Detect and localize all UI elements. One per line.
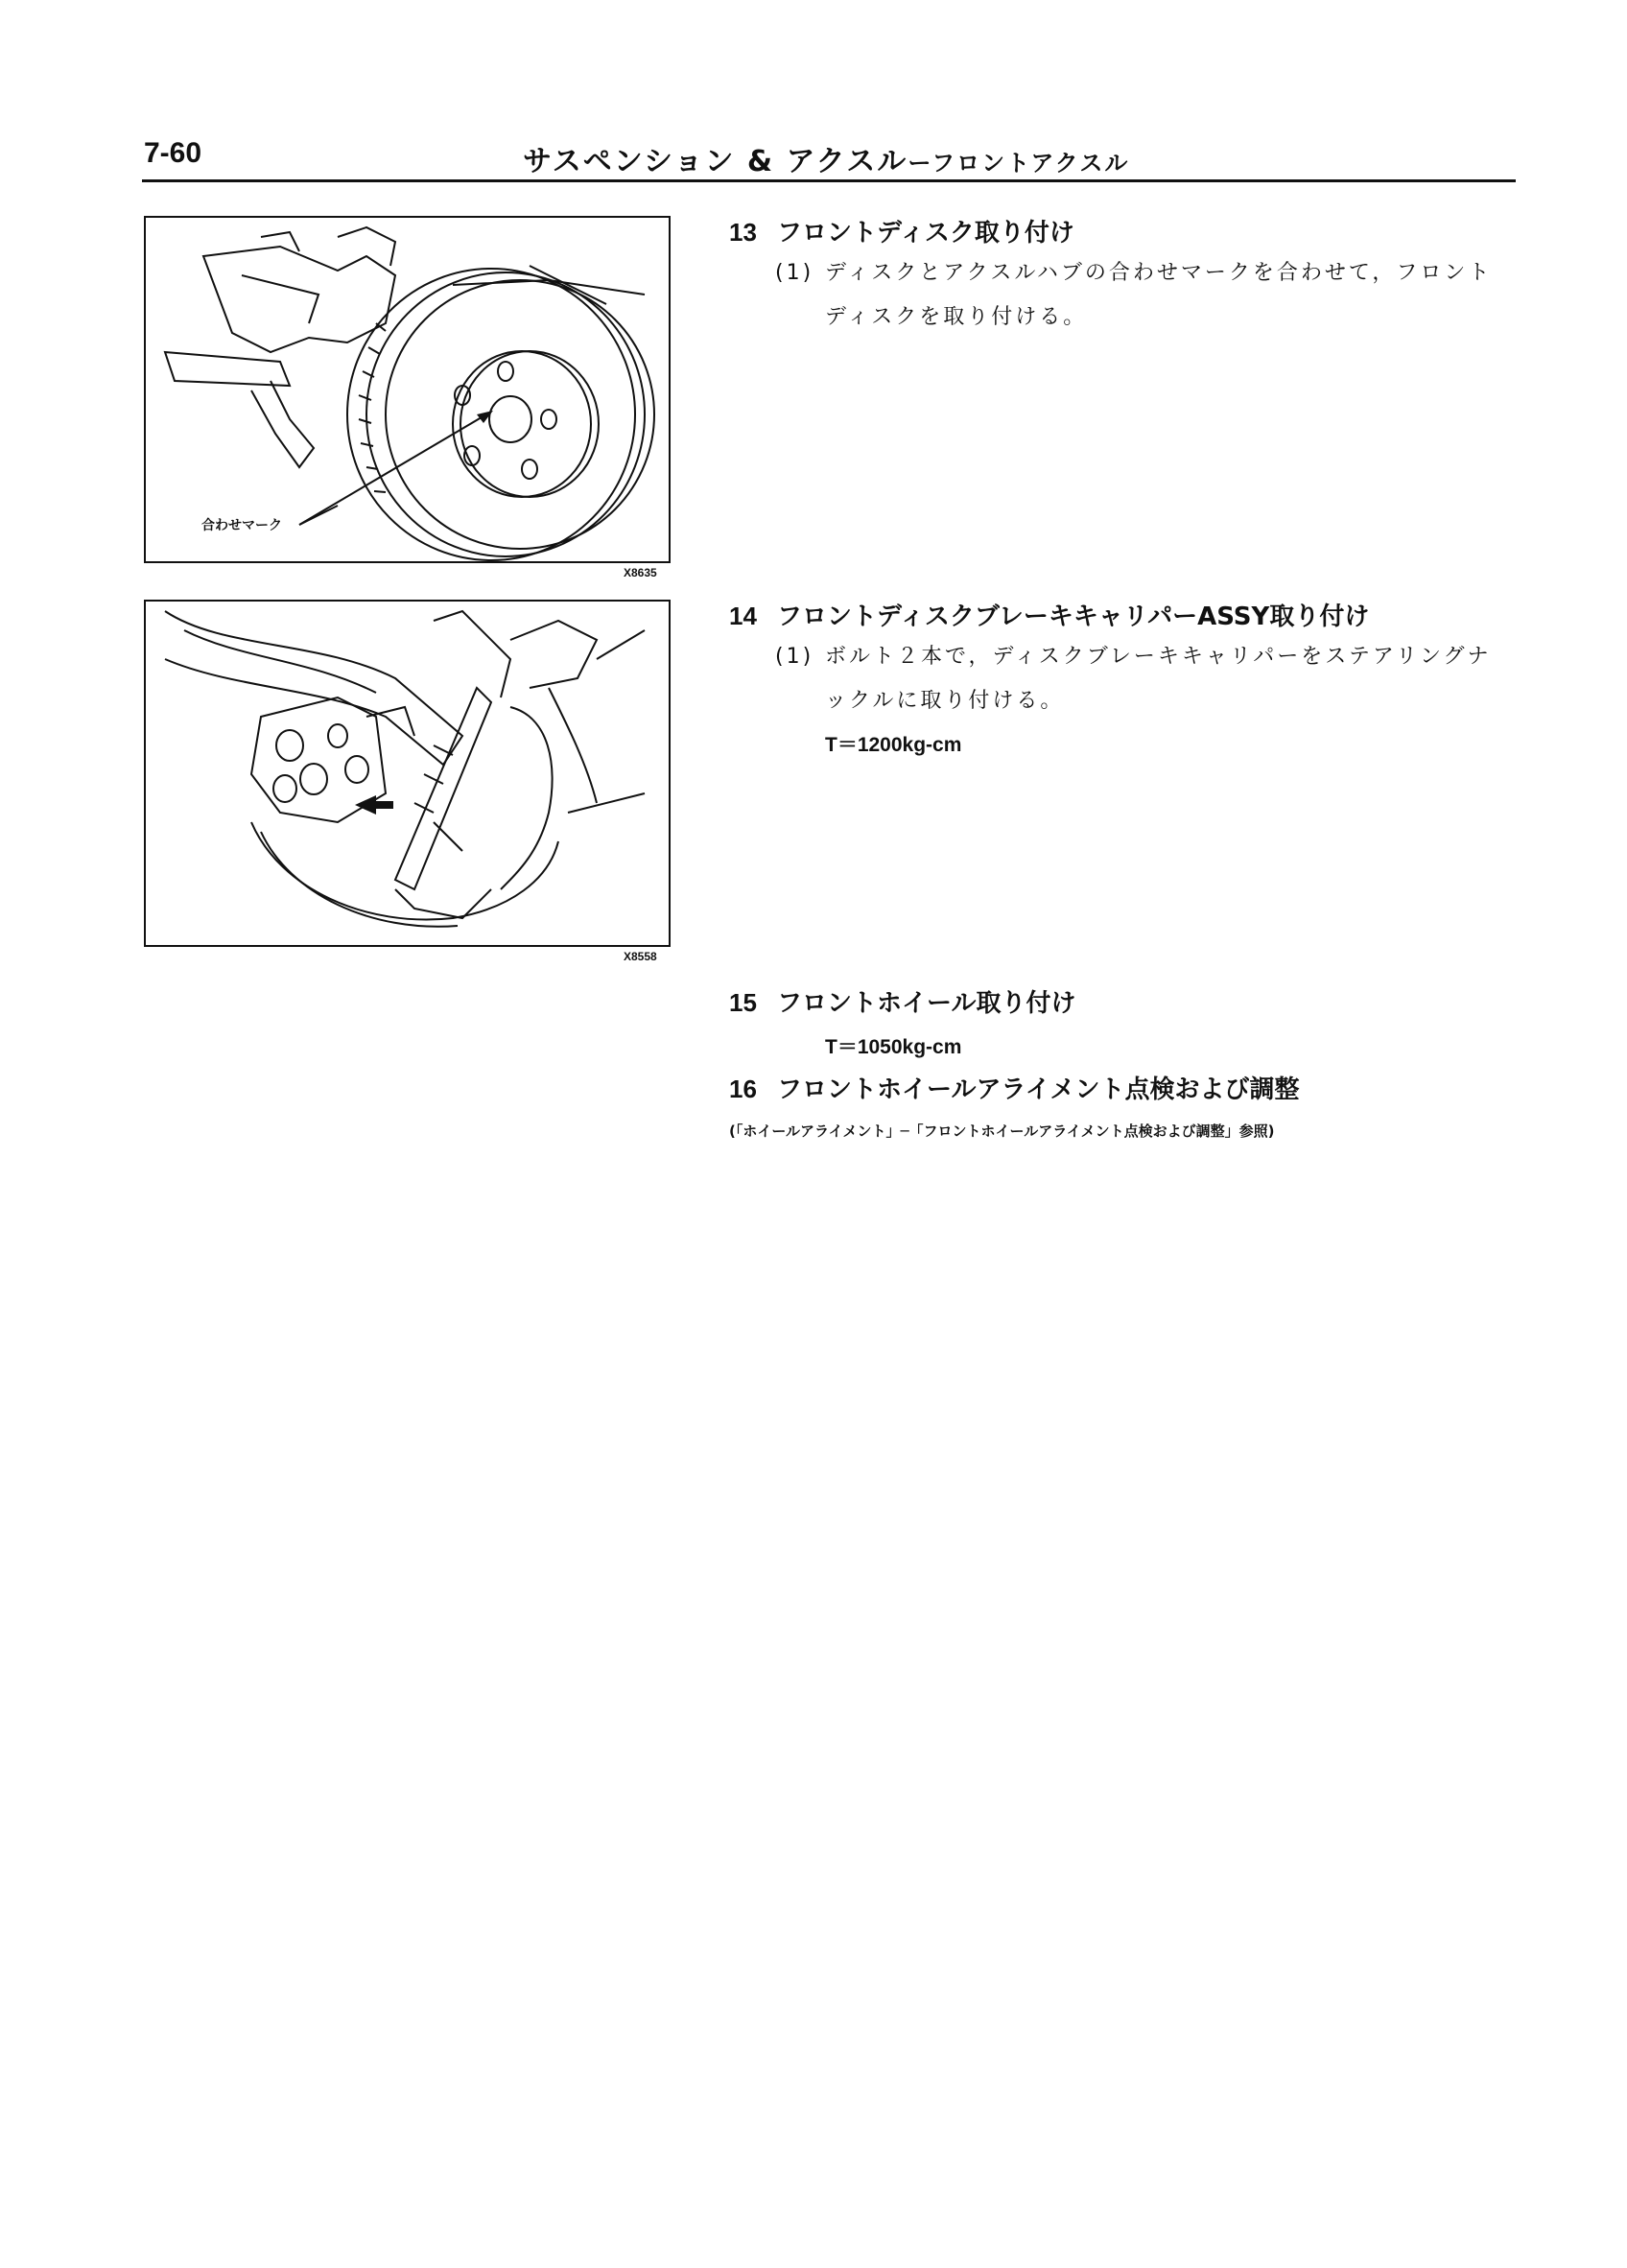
step-14-heading: 14 フロントディスクブレーキキャリパーASSY取り付け [729, 602, 1370, 631]
disc-rotor-illustration [146, 218, 669, 561]
step-title: フロントホイールアライメント点検および調整 [777, 1075, 1300, 1104]
substep-text: ディスクを取り付ける。 [825, 305, 1088, 329]
mating-mark-label: 合わせマーク [201, 518, 282, 533]
torque-spec: T＝1200kg-cm [825, 734, 962, 756]
torque-spec: T＝1050kg-cm [825, 1036, 962, 1058]
step-13-heading: 13 フロントディスク取り付け [729, 218, 1074, 248]
step-title: フロントディスクブレーキキャリパーASSY取り付け [777, 602, 1370, 631]
step-15-heading: 15 フロントホイール取り付け [729, 988, 1076, 1018]
substep-text: ックルに取り付ける。 [825, 689, 1065, 713]
brake-caliper-illustration [146, 602, 669, 945]
substep-text: ボルト２本で，ディスクブレーキキャリパーをステアリングナ [825, 645, 1492, 669]
figure-code: X8635 [624, 566, 657, 579]
step-14-substep [775, 635, 1492, 723]
figure-caliper-install [144, 600, 671, 947]
substep-number: (1) [775, 261, 814, 285]
step-title: フロントディスク取り付け [777, 219, 1074, 248]
substep-number: (1) [775, 645, 814, 669]
step-title: フロントホイール取り付け [777, 989, 1076, 1018]
reference-note: (「ホイールアライメント」─「フロントホイールアライメント点検および調整」参照) [729, 1122, 1275, 1140]
bolt-arrow-icon [355, 795, 376, 815]
substep-text: ディスクとアクスルハブの合わせマークを合わせて，フロント [825, 261, 1493, 285]
step-16-heading: 16 フロントホイールアライメント点検および調整 [729, 1075, 1300, 1104]
figure-code: X8558 [624, 950, 657, 963]
section-subtitle: ーフロントアクスル [908, 150, 1130, 177]
page-number: 7-60 [144, 137, 202, 169]
section-title: サスペンション & アクスル [523, 145, 908, 178]
header-rule [142, 179, 1516, 182]
figure-disc-install [144, 216, 671, 563]
page-title [523, 137, 1129, 179]
step-13-substep [775, 251, 1492, 340]
